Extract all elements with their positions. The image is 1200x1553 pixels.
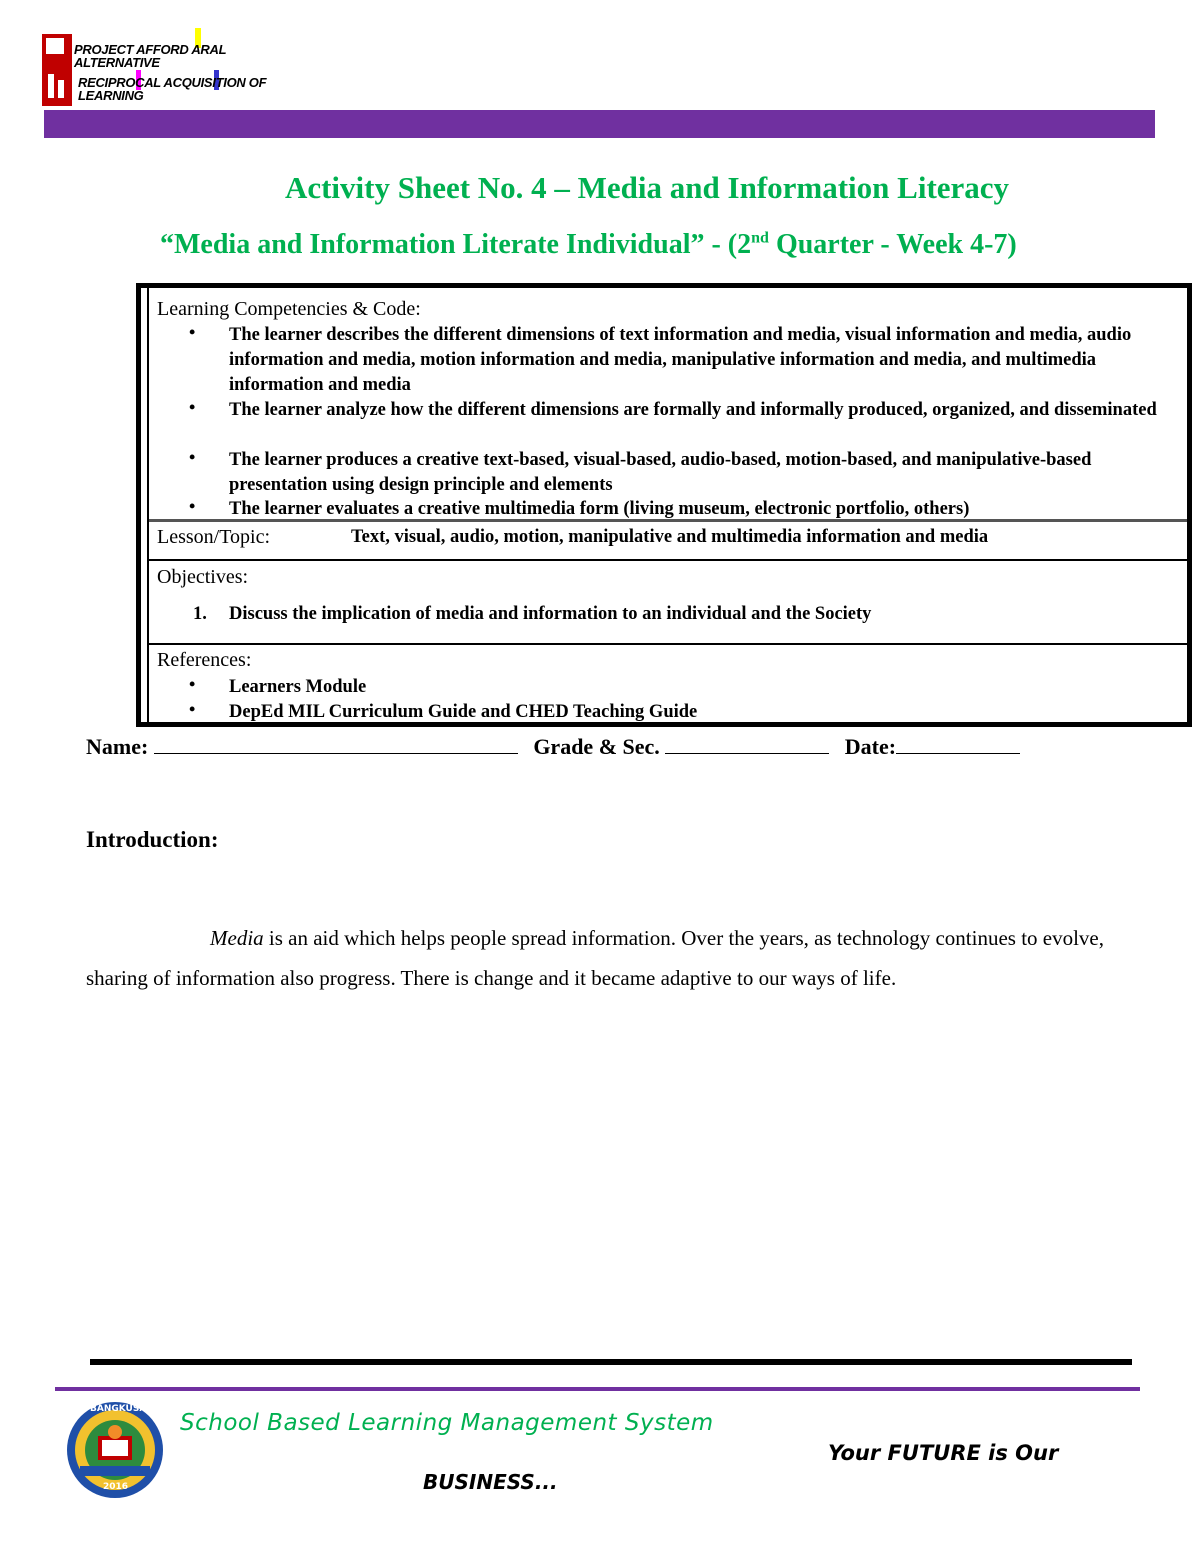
project-afford-aral-logo [40,28,280,108]
bullet-icon: • [189,397,196,417]
competency-item: The learner evaluates a creative multimedia form (living museum, electronic portfolio, others) [229,499,970,519]
bullet-icon: • [189,322,196,342]
subtitle-text: “Media and Information Literate Individual” - (2 [160,229,752,260]
introduction-heading: Introduction: [86,827,219,852]
media-term: Media [210,926,264,950]
bullet-icon: • [189,674,196,694]
divider [149,559,1187,561]
references-label: References: [157,649,252,671]
logo-line1: PROJECT AFFORD ARAL ALTERNATIVE [74,42,226,70]
footer-purple-rule [55,1387,1140,1391]
header-purple-bar [44,110,1155,138]
bullet-icon: • [189,447,196,467]
lesson-value: Text, visual, audio, motion, manipulative and multimedia information and media [351,527,989,547]
objectives-label: Objectives: [157,566,249,588]
subtitle-text-end: Quarter - Week 4-7) [768,229,1017,260]
competencies-label: Learning Competencies & Code: [157,298,421,320]
reference-item: Learners Module [229,677,367,697]
competency-item: The learner describes the different dimensions of text information and media, visual information and media, audio information and media, motion information and media, manipulative information and media, and multimedia information and media [229,325,1132,395]
page-title: Activity Sheet No. 4 – Media and Information Literacy [284,170,1010,205]
lesson-info-box [136,283,1192,727]
bullet-icon: • [189,496,196,516]
footer-black-rule [90,1359,1132,1365]
page-subtitle [160,229,1017,261]
divider [149,519,1187,522]
lesson-label: Lesson/Topic: [157,526,271,548]
date-label: Date: [844,734,897,759]
seal-year: 2016 [103,1482,129,1492]
date-field[interactable] [896,731,1020,754]
divider [149,643,1187,645]
reference-item: DepEd MIL Curriculum Guide and CHED Teaching Guide [229,702,698,722]
introduction-text: is an aid which helps people spread information. Over the years, as technology continues to evolve, sharing of information also progress. There is change and it became adaptive to our ways of life. [86,926,1105,990]
footer-system-name: School Based Learning Management System [180,1410,714,1436]
school-seal [60,1400,170,1500]
objective-item: Discuss the implication of media and information to an individual and the Society [229,604,872,624]
logo-line2: RECIPROCAL ACQUISITION OF LEARNING [78,75,267,103]
seal-text: BANGKUSAY [90,1404,152,1414]
competency-item: The learner produces a creative text-based, visual-based, audio-based, motion-based, and manipulative-based presentation using design principle and elements [229,450,1092,495]
name-field[interactable] [154,731,518,754]
grade-label: Grade & Sec. [533,734,660,759]
footer-slogan-line2: BUSINESS... [423,1470,558,1494]
subtitle-sup: nd [751,229,769,247]
grade-field[interactable] [665,731,829,754]
objective-number: 1. [193,604,207,624]
student-info-line [86,731,1020,760]
name-label: Name: [86,734,149,759]
bullet-icon: • [189,699,196,719]
footer-slogan-line1: Your FUTURE is Our [828,1441,1059,1465]
introduction-paragraph [86,918,1146,998]
competency-item: The learner analyze how the different dimensions are formally and informally produced, organized, and disseminated [229,400,1157,420]
